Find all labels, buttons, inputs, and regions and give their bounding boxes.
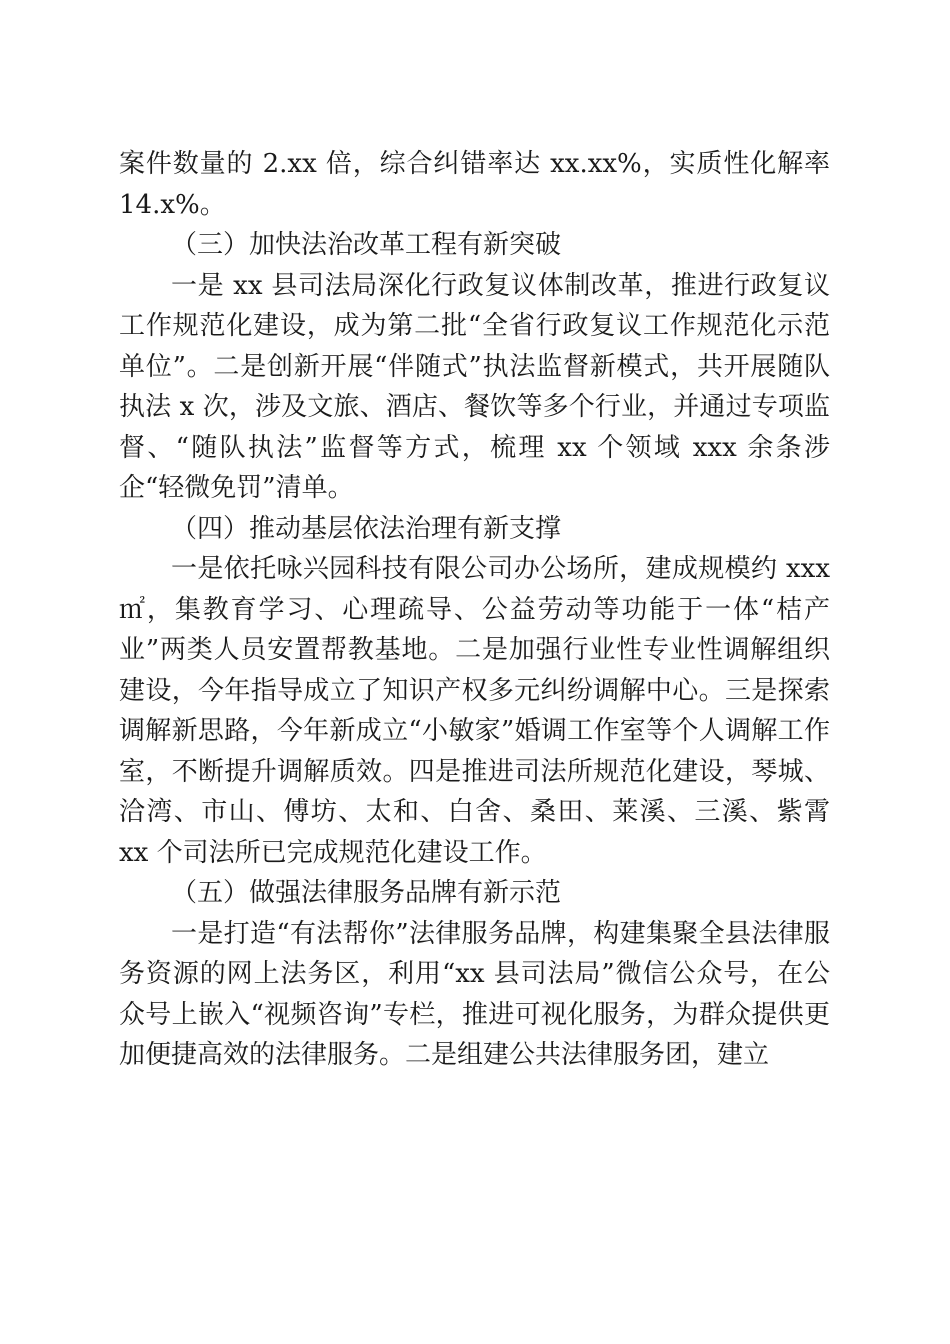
paragraph-case-stats: 案件数量的 2.xx 倍，综合纠错率达 xx.xx%，实质性化解率 14.x%。: [119, 149, 830, 220]
paragraph-grassroots: 一是依托咏兴园科技有限公司办公场所，建成规模约 xxx ㎡，集教育学习、心理疏导、公益劳动等功能于一体“桔产业”两类人员安置帮教基地。二是加强行业性专业性调解组织建设，今年指导成立了知识产权多元纠纷调解中心。三是探索调解新思路，今年新成立“小敏家”婚调工作室等个人调解工作室，不断提升调解质效。四是推进司法所规范化建设，琴城、洽湾、市山、傅坊、太和、白舍、桑田、莱溪、三溪、紫霄 xx 个司法所已完成规范化建设工作。: [119, 554, 830, 868]
paragraph-legal-service: 一是打造“有法帮你”法律服务品牌，构建集聚全县法律服务资源的网上法务区，利用“xx 县司法局”微信公众号，在公众号上嵌入“视频咨询”专栏，推进可视化服务，为群众提供更加便捷高效的法律服务。二是组建公共法律服务团，建立: [119, 918, 830, 1070]
section-heading-4: （四）推动基层依法治理有新支撑: [171, 513, 562, 544]
section-heading-5: （五）做强法律服务品牌有新示范: [171, 878, 562, 908]
paragraph-reform: 一是 xx 县司法局深化行政复议体制改革，推进行政复议工作规范化建设，成为第二批“全省行政复议工作规范化示范单位”。二是创新开展“伴随式”执法监督新模式，共开展随队执法 x 次，涉及文旅、酒店、餐饮等多个行业，并通过专项监督、“随队执法”监督等方式，梳理 xx 个领域 xxx 余条涉企“轻微免罚”清单。: [119, 270, 830, 503]
document-body: [119, 144, 830, 1076]
section-heading-3: （三）加快法治改革工程有新突破: [171, 230, 562, 260]
